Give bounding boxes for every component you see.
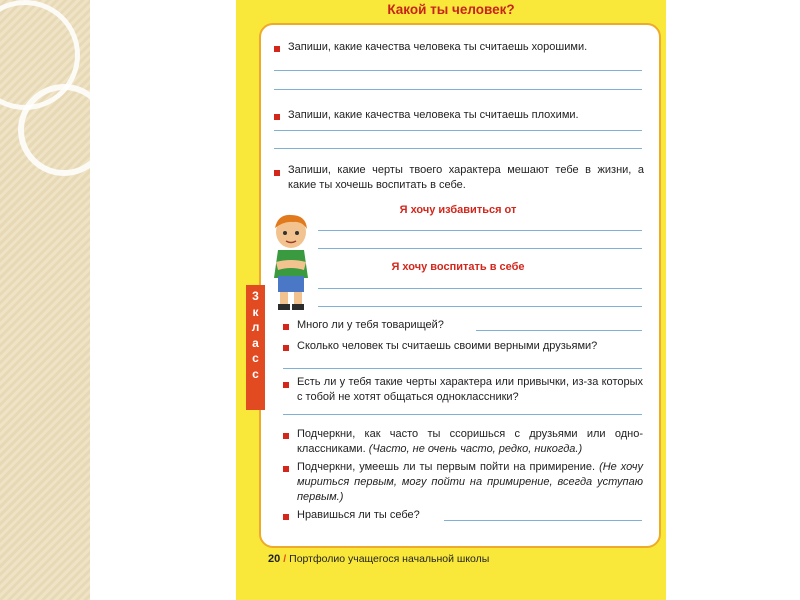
- bullet-icon: [274, 114, 280, 120]
- answer-line[interactable]: [318, 288, 642, 289]
- grade-tab-char: с: [252, 351, 259, 365]
- question-quarrels: [297, 427, 643, 457]
- bullet-icon: [283, 324, 289, 330]
- answer-line[interactable]: [283, 368, 642, 369]
- question-reconciliation-text: Подчеркни, умеешь ли ты первым пойти на примирение.: [297, 461, 596, 473]
- question-like-yourself: Нравишься ли ты себе?: [297, 509, 420, 521]
- subheading-develop: Я хочу воспитать в себе: [391, 261, 525, 273]
- question-bad-qualities: Запиши, какие качества человека ты считаешь плохими.: [288, 109, 579, 121]
- answer-line[interactable]: [283, 414, 642, 415]
- question-character-traits: Запиши, какие черты твоего характера мешают тебе в жизни, а какие ты хочешь воспитать в себе.: [288, 164, 644, 191]
- answer-line[interactable]: [476, 330, 642, 331]
- subheading-get-rid: Я хочу избавиться от: [399, 204, 517, 216]
- book-title: Портфолио учащегося начальной школы: [289, 553, 490, 565]
- grade-tab-char: а: [252, 335, 259, 350]
- footer-separator: /: [283, 553, 287, 565]
- grade-tab-char: л: [251, 320, 260, 334]
- bullet-icon: [283, 345, 289, 351]
- decorative-ring: [18, 84, 110, 176]
- question-good-qualities: Запиши, какие качества человека ты считаешь хорошими.: [288, 41, 588, 53]
- question-comrades: Много ли у тебя товарищей?: [297, 319, 444, 331]
- answer-line[interactable]: [274, 130, 642, 131]
- bullet-icon: [283, 382, 289, 388]
- question-habits: Есть ли у тебя такие черты характера или привычки, из-за которых с тобой не хотят общаться одноклассники?: [297, 376, 643, 403]
- page-number: 20: [268, 553, 281, 565]
- bullet-icon: [274, 170, 280, 176]
- answer-line[interactable]: [318, 230, 642, 231]
- boy-illustration: [266, 212, 316, 312]
- page-footer: [268, 553, 489, 565]
- answer-line[interactable]: [318, 248, 642, 249]
- quarrel-options[interactable]: (Часто, не очень часто, редко, никогда.): [368, 443, 583, 455]
- bullet-icon: [283, 466, 289, 472]
- grade-tab: [246, 285, 265, 410]
- answer-line[interactable]: [318, 306, 642, 307]
- slide-left-decoration: [0, 0, 90, 600]
- answer-line[interactable]: [274, 89, 642, 90]
- question-friends-count: Сколько человек ты считаешь своими верными друзьями?: [297, 340, 598, 352]
- bullet-icon: [283, 433, 289, 439]
- answer-line[interactable]: [444, 520, 642, 521]
- answer-line[interactable]: [274, 148, 642, 149]
- question-reconciliation: [297, 460, 643, 505]
- grade-tab-char: с: [252, 366, 259, 381]
- question-quarrels-text: Подчеркни, как часто ты ссоришься с друзьями или одно-классниками.: [297, 428, 643, 455]
- page-title: Какой ты человек?: [387, 2, 515, 17]
- bullet-icon: [274, 46, 280, 52]
- grade-tab-char: 3: [252, 289, 259, 303]
- reconciliation-options[interactable]: (Не хочу мириться первым, могу пойти на примирение, всегда уступаю первым.): [297, 461, 643, 503]
- bullet-icon: [283, 514, 289, 520]
- grade-tab-char: к: [252, 304, 259, 319]
- answer-line[interactable]: [274, 70, 642, 71]
